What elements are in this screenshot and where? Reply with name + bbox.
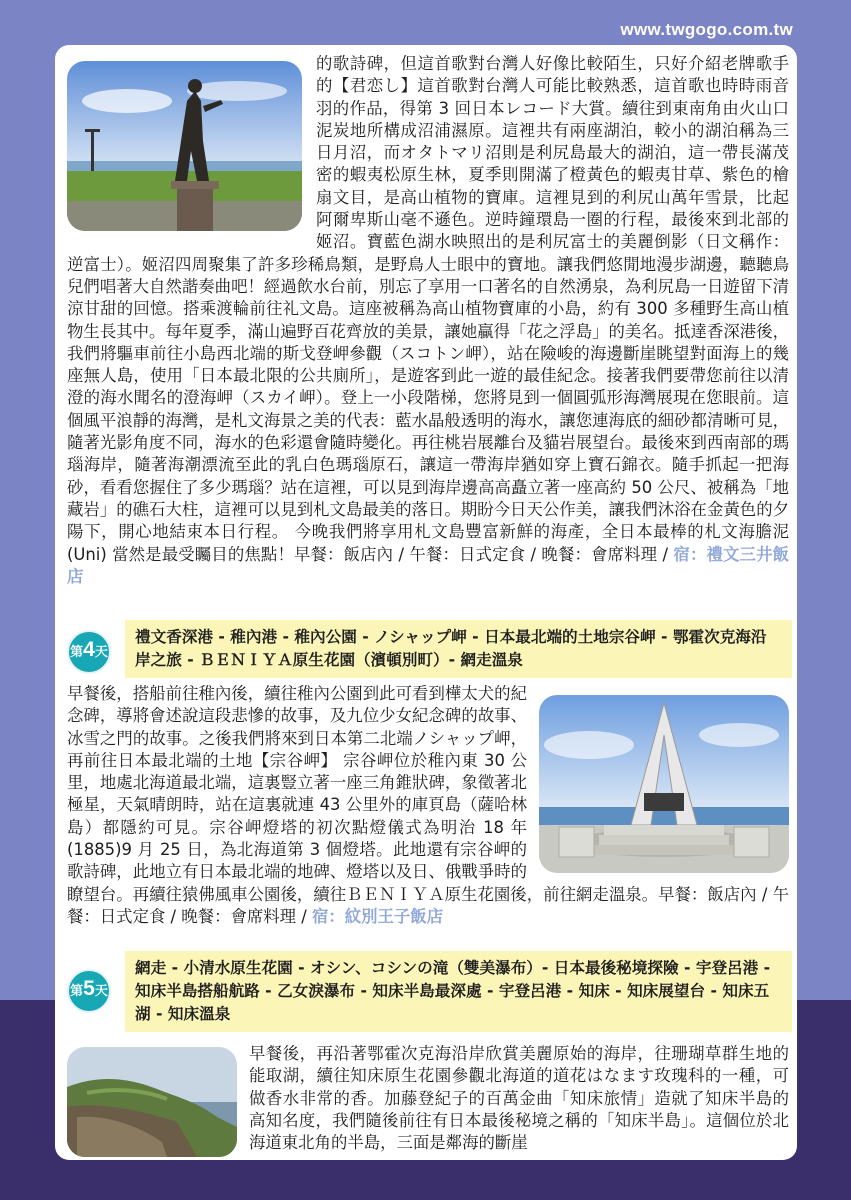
soya-monument-illustration	[539, 695, 789, 873]
day5-badge-suffix: 天	[94, 983, 108, 998]
day4-paragraph: 早餐後，搭船前往稚內後，續往稚內公園到此可看到樺太犬的紀念碑，導將會述說這段悲慘的故事，及九位少女紀念碑的故事、冰雪之門的故事。之後我們將來到日本第二北端ノシャップ岬，再前往日本最北端的土地【宗谷岬】 宗谷岬位於稚內東 30 公里，地處北海道最北端，這裏豎立著一座三角錐狀碑，象徵著北極星，天氣晴朗時，站在這裏就連 43 公里外的庫頁島（薩哈林島）都隱約可見。宗谷岬燈塔的初次點燈儀式為明治 18 年 (1885)9 月 25 日，為北海道第 3 個燈塔。此地還有宗谷岬的歌詩碑，此地立有日本最北端的地碑、燈塔以及日、俄戰爭時的瞭望台。再續往猿佛風車公園後，續往ＢＥＮＩＹＡ原生花園後，前往網走溫泉。早餐：飯店內 / 午餐：日式定食 / 晚餐：會席料理 /	[67, 684, 789, 926]
day5-section	[67, 1043, 789, 1159]
day5-badge	[67, 969, 111, 1013]
site-url: www.twgogo.com.tw	[620, 20, 793, 39]
day3-paragraph: 的歌詩碑，但這首歌對台灣人好像比較陌生，只好介紹老牌歌手的【君恋し】這首歌對台灣人可能比較熟悉，這首歌也時時雨音羽的作品，得第 3 回日本レコード大賞。續往到東南角由火山口泥炭地所構成沼浦濕原。這裡共有兩座湖泊，較小的湖泊稱為三日月沼，而オタトマリ沼則是利尻島最大的湖泊，這一帶長滿茂密的蝦夷松原生林，夏季則開滿了橙黃色的蝦夷甘草、紫色的檜扇文目，是高山植物的寶庫。這裡見到的利尻山萬年雪景，比起阿爾卑斯山毫不遜色。逆時鐘環島一圈的行程，最後來到北部的姬沼。寶藍色湖水映照出的是利尻富士的美麗倒影（日文稱作：逆富士）。姬沼四周聚集了許多珍稀鳥類，是野鳥人士眼中的寶地。讓我們悠閒地漫步湖邊，聽聽鳥兒們唱著大自然諧奏曲吧！經過飲水台前，別忘了享用一口著名的自然湧泉，為利尻島一日遊留下清涼甘甜的回憶。搭乘渡輪前往礼文島。這座被稱為高山植物寶庫的小島，約有 300 多種野生高山植物生長其中。每年夏季，滿山遍野百花齊放的美景，讓她贏得「花之浮島」的美名。抵達香深港後，我們將驅車前往小島西北端的斯戈登岬參觀（スコトン岬），站在險峻的海邊斷崖眺望對面海上的幾座無人島，使用「日本最北限的公共廁所」，是遊客到此一遊的最佳紀念。接著我們要帶您前往以清澄的海水聞名的澄海岬（スカイ岬）。登上一小段階梯，您將見到一個圓弧形海灣展現在您眼前。這個風平浪靜的海灣，是札文海景之美的代表：藍水晶般透明的海水，讓您連海底的細砂都清晰可見，隨著光影角度不同，海水的色彩還會隨時變化。再往桃岩展離台及貓岩展望台。最後來到西南部的瑪瑙海岸，隨著海潮漂流至此的乳白色瑪瑙原石，讓這一帶海岸猶如穿上寶石錦衣。隨手抓起一把海砂，看看您握住了多少瑪瑙？站在這裡，可以見到海岸邊高高矗立著一座高約 50 公尺、被稱為「地藏岩」的礁石大柱，這裡可以見到札文島最美的落日。期盼今日天公作美，讓我們沐浴在金黃色的夕陽下，開心地結束本日行程。 今晚我們將享用札文島豐富新鮮的海產，全日本最棒的札文海膽泥 (Uni) 當然是最受矚目的焦點！早餐：飯店內 / 午餐：日式定食 / 晚餐：會席料理 /	[67, 54, 789, 564]
day4-badge	[67, 630, 111, 674]
day4-header	[67, 620, 792, 678]
day5-paragraph: 早餐後，再沿著鄂霍次克海沿岸欣賞美麗原始的海岸，往珊瑚草群生地的能取湖，續往知床原生花園參觀北海道的道花はなます玫瑰科的一種，可做香水非常的香。加藤登紀子的百萬金曲「知床旅情」造就了知床半島的高知名度，我們隨後前往有日本最後秘境之稱的「知床半島」。這個位於北海道東北角的半島，三面是鄰海的斷崖	[249, 1044, 789, 1153]
coastal-cliff-photo	[67, 1047, 237, 1157]
day4-badge-prefix: 第	[70, 644, 84, 659]
day4-hotel: 宿：紋別王子飯店	[311, 906, 444, 926]
statue-photo-illustration	[67, 61, 302, 231]
day4-badge-number: 4	[83, 638, 95, 661]
coastal-cliff-illustration	[67, 1047, 237, 1157]
day4-section	[67, 683, 789, 928]
day5-header	[67, 951, 792, 1032]
day3-hotel: 宿：禮文三井飯店	[67, 544, 790, 586]
day5-badge-prefix: 第	[70, 983, 84, 998]
day5-badge-number: 5	[83, 977, 95, 1000]
day3-section	[67, 53, 789, 588]
content-card	[55, 45, 797, 1160]
day4-badge-suffix: 天	[94, 644, 108, 659]
day5-route: 網走 - 小清水原生花園 - オシン、コシンの滝（雙美瀑布）- 日本最後秘境探險 - 宇登呂港 - 知床半島搭船航路 - 乙女淚瀑布 - 知床半島最深處 - 宇登呂港 - 知床 - 知床展望台 - 知床五湖 - 知床溫泉	[125, 951, 792, 1032]
statue-photo	[67, 61, 302, 231]
soya-monument-photo	[539, 695, 789, 873]
day4-route: 禮文香深港 - 稚內港 - 稚內公園 - ノシャップ岬 - 日本最北端的土地宗谷岬 - 鄂霍次克海沿岸之旅 - ＢＥＮＩＹＡ原生花園（濱頓別町）- 網走溫泉	[125, 620, 792, 678]
